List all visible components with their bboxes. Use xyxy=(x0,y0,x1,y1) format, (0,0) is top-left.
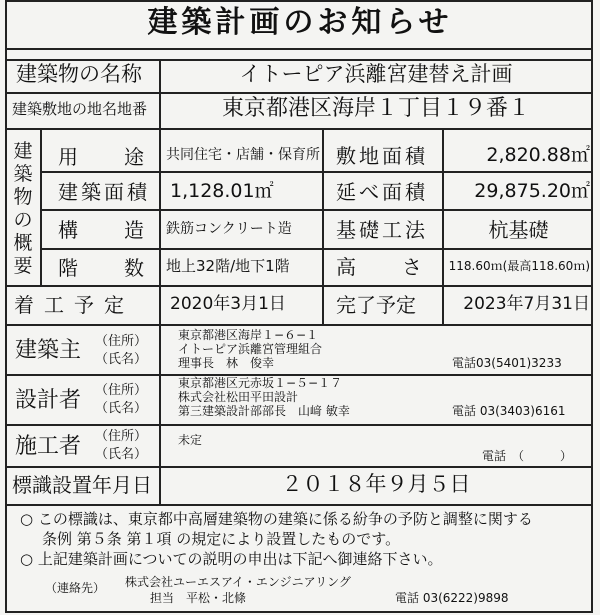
contact-label: （連絡先） xyxy=(45,581,106,595)
designer-label: 設計者 xyxy=(15,388,82,413)
designer-company: 株式会社松田平田設計 xyxy=(178,390,299,404)
designer-sub-address: （住所） xyxy=(95,383,148,398)
contractor-label: 施工者 xyxy=(15,434,82,459)
structure-value: 鉄筋コンクリート造 xyxy=(166,221,292,237)
notice-title: 建築計画のお知らせ xyxy=(147,5,453,40)
designer-person: 第三建築設計部部長 山﨑 敏幸 xyxy=(178,404,350,418)
rule xyxy=(5,128,593,130)
contractor-sub-name: （氏名） xyxy=(95,447,148,462)
contractor-value: 未定 xyxy=(178,433,203,447)
owner-label: 建築主 xyxy=(15,338,82,363)
site-area-label: 敷地面積 xyxy=(336,144,428,168)
end-value: 2023年7月31日 xyxy=(463,294,590,314)
building-area-label: 建築面積 xyxy=(58,180,150,204)
foundation-value: 杭基礎 xyxy=(488,218,549,242)
sign-date-label: 標識設置年月日 xyxy=(12,473,152,497)
site-address-label: 建築敷地の地名地番 xyxy=(12,100,148,118)
rule xyxy=(40,171,593,173)
site-address-value: 東京都港区海岸１丁目１９番１ xyxy=(221,96,530,121)
rule xyxy=(5,285,593,287)
foundation-label: 基礎工法 xyxy=(336,218,428,242)
note-2: ○ 上記建築計画についての説明の申出は下記へ御連絡下さい。 xyxy=(20,550,443,568)
height-value: 118.60ｍ(最高118.60ｍ) xyxy=(448,259,590,273)
overview-side-label: 建築物の概要 xyxy=(13,140,33,277)
contractor-sub-address: （住所） xyxy=(95,429,148,444)
use-label: 用途 xyxy=(58,145,190,169)
rule xyxy=(40,209,593,211)
owner-sub-address: （住所） xyxy=(95,334,148,349)
rule xyxy=(40,128,42,285)
rule xyxy=(5,48,593,50)
rule xyxy=(5,424,593,426)
rule xyxy=(5,466,593,468)
note-1-line-1: ○ この標識は、東京都中高層建築物の建築に係る紛争の予防と調整に関する xyxy=(20,510,533,528)
owner-person: 理事長 林 俊幸 xyxy=(178,356,275,370)
floors-label: 階数 xyxy=(58,256,190,280)
contact-phone: 電話 03(6222)9898 xyxy=(395,591,509,605)
note-1-line-2: 条例 第５条 第１項 の規定により設置したものです。 xyxy=(42,530,401,548)
rule xyxy=(5,59,593,61)
use-value: 共同住宅・店舗・保育所 xyxy=(166,147,320,163)
rule xyxy=(40,248,593,250)
owner-org: イトーピア浜離宮管理組合 xyxy=(178,342,323,356)
sign-date-value: ２０１８年９月５日 xyxy=(281,472,471,496)
building-name-label: 建築物の名称 xyxy=(16,62,142,86)
end-label: 完了予定 xyxy=(336,293,416,317)
start-label: 着工予定 xyxy=(14,293,134,317)
contractor-phone: 電話 （ ） xyxy=(482,449,573,463)
rule xyxy=(5,504,593,506)
total-floor-area-value: 29,875.20㎡ xyxy=(474,180,590,202)
height-label: 高さ xyxy=(336,255,468,279)
structure-label: 構造 xyxy=(58,218,190,242)
rule xyxy=(159,59,161,504)
building-name-value: イトーピア浜離宮建替え計画 xyxy=(239,62,513,86)
owner-address: 東京都港区海岸１−６−１ xyxy=(178,328,319,342)
total-floor-area-label: 延べ面積 xyxy=(336,180,428,204)
start-value: 2020年3月1日 xyxy=(170,294,286,314)
building-area-value: 1,128.01㎡ xyxy=(170,180,274,202)
contact-company: 株式会社ユーエスアイ・エンジニアリング xyxy=(125,575,351,589)
owner-sub-name: （氏名） xyxy=(95,352,148,367)
rule xyxy=(5,92,593,94)
designer-sub-name: （氏名） xyxy=(95,401,148,416)
designer-phone: 電話 03(3403)6161 xyxy=(452,404,566,418)
rule xyxy=(322,128,324,324)
designer-address: 東京都港区元赤坂１−５−１７ xyxy=(178,376,343,390)
floors-value: 地上32階/地下1階 xyxy=(166,257,290,275)
rule xyxy=(5,324,593,326)
owner-phone: 電話03(5401)3233 xyxy=(452,356,562,370)
site-area-value: 2,820.88㎡ xyxy=(486,144,590,166)
contact-person: 担当 平松・北條 xyxy=(150,591,247,605)
